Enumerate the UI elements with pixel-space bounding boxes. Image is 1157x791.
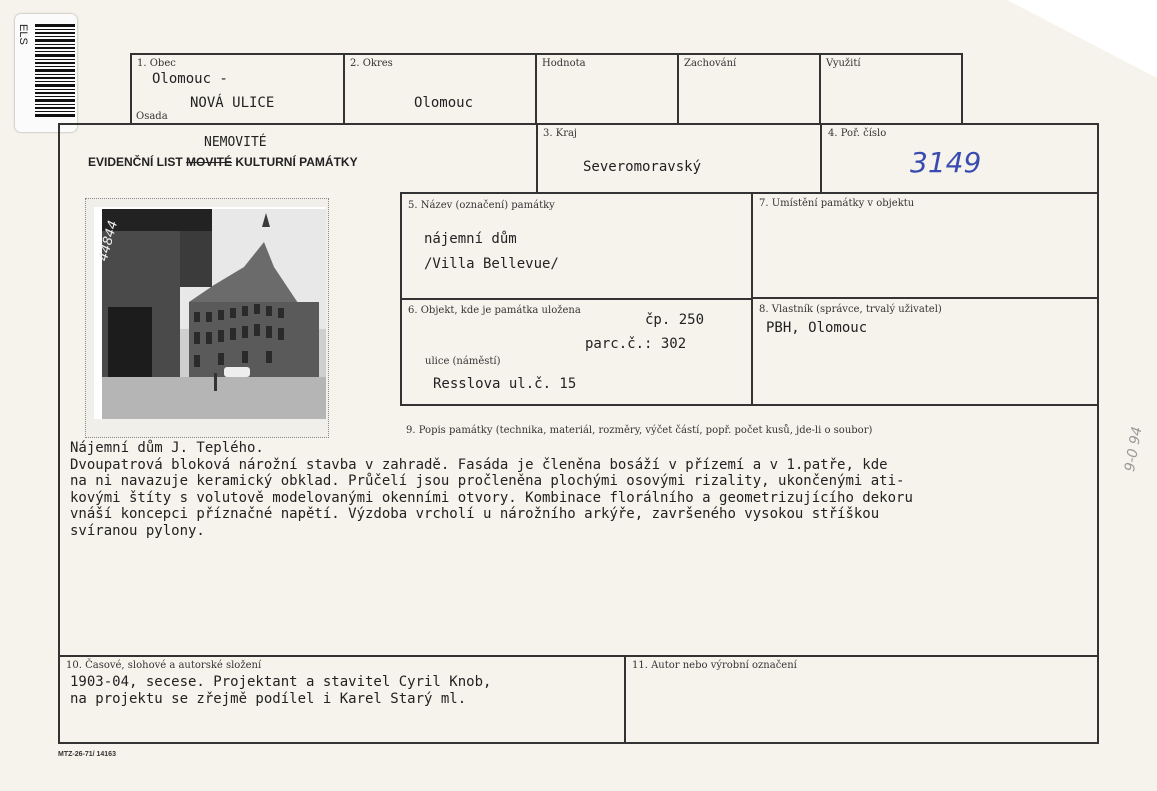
popis-line: svíranou pylony. bbox=[70, 522, 205, 539]
field-objekt-street-label: ulice (náměstí) bbox=[425, 356, 501, 367]
field-okres-value: Olomouc bbox=[414, 95, 474, 111]
field-osada-value: NOVÁ ULICE bbox=[190, 95, 275, 111]
field-objekt-cp: čp. 250 bbox=[645, 312, 705, 328]
header-title-prefix: EVIDENČNÍ LIST bbox=[88, 155, 187, 169]
field-vyuziti-label: Využití bbox=[826, 58, 861, 69]
header-nemovite: NEMOVITÉ bbox=[204, 135, 267, 150]
torn-corner bbox=[1007, 0, 1157, 78]
header-title bbox=[88, 155, 358, 169]
field-vlastnik-label: 8. Vlastník (správce, trvalý uživatel) bbox=[759, 304, 942, 315]
header-title-struck: MOVITÉ bbox=[186, 155, 233, 169]
field-okres-label: 2. Okres bbox=[350, 58, 393, 69]
field-popis-label: 9. Popis památky (technika, materiál, rozměry, výčet částí, popř. počet kusů, jde-li o soubor) bbox=[406, 425, 873, 436]
popis-line: kovými štíty s volutově modelovanými okenními otvory. Kombinace florálního a geometrizujícího dekoru bbox=[70, 489, 913, 506]
popis-line: Nájemní dům J. Teplého. bbox=[70, 440, 264, 456]
field-hodnota-label: Hodnota bbox=[542, 58, 586, 69]
field-casove-line2: na projektu se zřejmě podílel i Karel Starý ml. bbox=[70, 691, 467, 707]
field-autor-label: 11. Autor nebo výrobní označení bbox=[632, 660, 797, 671]
field-objekt-label: 6. Objekt, kde je památka uložena bbox=[408, 305, 581, 316]
barcode-icon bbox=[35, 24, 75, 120]
building-photo bbox=[94, 207, 326, 419]
field-objekt-street: Resslova ul.č. 15 bbox=[433, 376, 577, 392]
field-objekt-parc: parc.č.: 302 bbox=[585, 336, 687, 352]
field-kraj-value: Severomoravský bbox=[583, 159, 702, 175]
header-title-suffix: KULTURNÍ PAMÁTKY bbox=[232, 155, 358, 169]
field-nazev-label: 5. Název (označení) památky bbox=[408, 200, 555, 211]
field-nazev-value1: nájemní dům bbox=[424, 231, 517, 247]
barcode-sticker bbox=[15, 14, 77, 132]
form-footer: MTZ-26-71/ 14163 bbox=[58, 751, 116, 758]
margin-note: 9-0 94 bbox=[1122, 425, 1146, 473]
field-umisteni-label: 7. Umístění památky v objektu bbox=[759, 198, 915, 209]
field-por-cislo-value: 3149 bbox=[910, 146, 982, 179]
barcode-label: ELS bbox=[17, 24, 29, 45]
photo-frame bbox=[85, 198, 329, 438]
popis-line: vnáší koncepci příznačné napětí. Výzdoba vrcholí u nárožního arkýře, završeného vysokou stříškou bbox=[70, 506, 880, 522]
field-obec-value: Olomouc - bbox=[152, 71, 228, 87]
field-obec-label: 1. Obec bbox=[137, 58, 176, 69]
field-osada-label: Osada bbox=[136, 111, 168, 122]
field-popis-text bbox=[70, 440, 1090, 539]
field-por-cislo-label: 4. Poř. číslo bbox=[828, 128, 887, 139]
field-casove-label: 10. Časové, slohové a autorské složení bbox=[66, 660, 262, 671]
photo-caption: 44844 bbox=[96, 219, 122, 263]
field-nazev-value2: /Villa Bellevue/ bbox=[424, 256, 559, 272]
popis-line: Dvoupatrová bloková nárožní stavba v zahradě. Fasáda je členěna bosáží v přízemí a v 1.patře, kde bbox=[70, 456, 888, 473]
field-kraj-label: 3. Kraj bbox=[543, 128, 578, 139]
field-zachovani-label: Zachování bbox=[684, 58, 737, 69]
field-casove-line1: 1903-04, secese. Projektant a stavitel Cyril Knob, bbox=[70, 674, 492, 690]
field-vlastnik-value: PBH, Olomouc bbox=[766, 320, 868, 336]
popis-line: na ni navazuje keramický obklad. Průčelí jsou pročleněna plochými osovými rizality, ukončenými ati- bbox=[70, 473, 905, 489]
